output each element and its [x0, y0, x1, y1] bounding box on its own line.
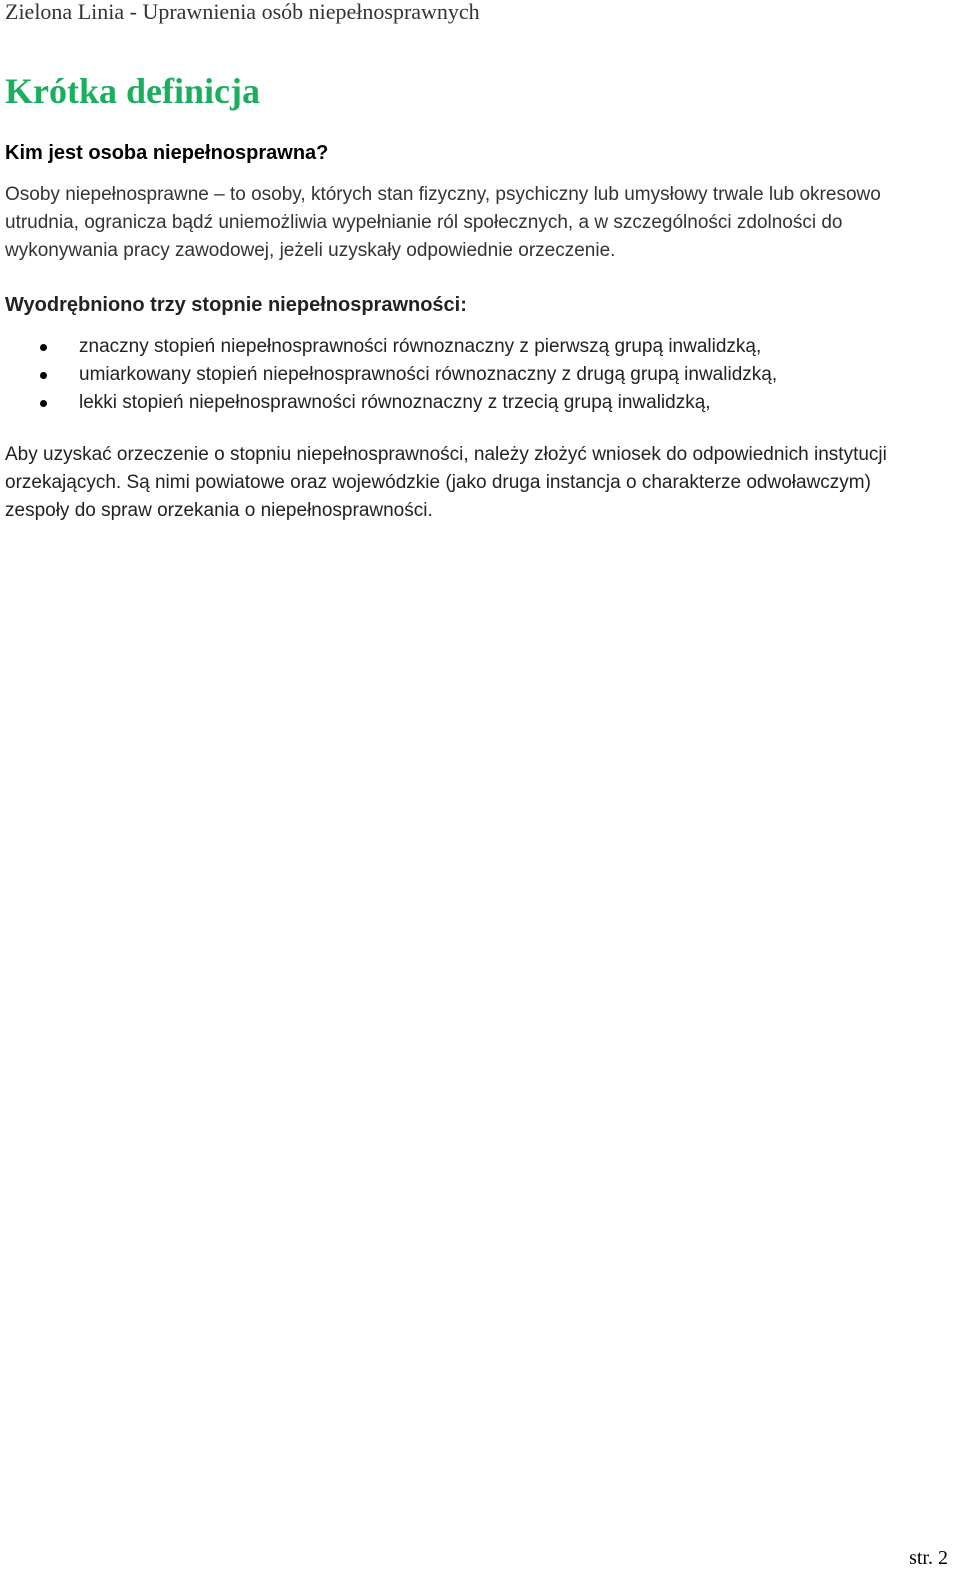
section-title: Krótka definicja [5, 71, 260, 111]
bullet-icon [40, 372, 47, 379]
list-item [0, 361, 777, 389]
bullet-icon [40, 400, 47, 407]
list-item-text: lekki stopień niepełnosprawności równoznaczny z trzecią grupą inwalidzką, [79, 392, 711, 413]
question-heading: Kim jest osoba niepełnosprawna? [5, 142, 329, 164]
page-number: str. 2 [909, 1547, 948, 1569]
levels-list [0, 333, 777, 417]
application-paragraph: Aby uzyskać orzeczenie o stopniu niepełnosprawności, należy złożyć wniosek do odpowiednich instytucji orzekających. Są nimi powiatowe oraz wojewódzkie (jako druga instancja o charakterze odwoławczym) zespoły do spraw orzekania o niepełnosprawności. [5, 444, 887, 521]
list-item-text: umiarkowany stopień niepełnosprawności równoznaczny z drugą grupą inwalidzką, [79, 364, 778, 385]
list-item-text: znaczny stopień niepełnosprawności równoznaczny z pierwszą grupą inwalidzką, [79, 336, 762, 357]
page-header: Zielona Linia - Uprawnienia osób niepełnosprawnych [5, 0, 480, 24]
list-item [0, 333, 777, 361]
list-item [0, 389, 777, 417]
levels-heading: Wyodrębniono trzy stopnie niepełnosprawności: [5, 294, 467, 316]
definition-paragraph: Osoby niepełnosprawne – to osoby, których stan fizyczny, psychiczny lub umysłowy trwale lub okresowo utrudnia, ogranicza bądź uniemożliwia wypełnianie ról społecznych, a w szczególności zdolności do wykonywania pracy zawodowej, jeżeli uzyskały odpowiednie orzeczenie. [5, 184, 881, 261]
bullet-icon [40, 344, 47, 351]
